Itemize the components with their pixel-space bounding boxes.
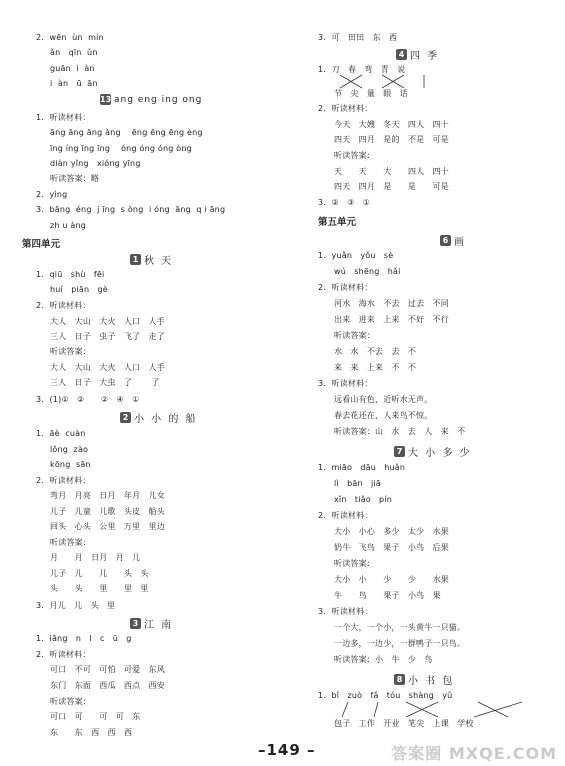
- answer-line: 1. bǐ zuò fǎ tóu shàng yǔ: [318, 691, 453, 700]
- answer-line: 3. 可 田田 东 西: [318, 33, 398, 42]
- answer-line: 3. 听读材料：: [318, 607, 373, 616]
- answer-line: kōng sān: [50, 460, 91, 469]
- answer-line: 四天 四月 是 是 可是: [334, 182, 449, 191]
- answer-line: huí piān gè: [50, 285, 108, 294]
- answer-line: i àn ū ān: [50, 79, 98, 88]
- section-title: 小 小 的 船: [134, 414, 198, 425]
- answer-line: 来 来 上来 不 不: [334, 363, 417, 372]
- answer-line: 可口 可 可 可 东: [50, 712, 141, 721]
- answer-line: wú shēng hǎi: [334, 267, 401, 276]
- answer-line: 3. ② ③ ①: [318, 198, 371, 207]
- section-title: ang eng ing ong: [114, 94, 203, 105]
- unit-five-heading: 第五单元: [318, 217, 357, 228]
- answer-line: 1. yuǎn yǒu sè: [318, 251, 394, 260]
- answer-line: 一边多，一边少，一群鸭子一只鸟。: [334, 639, 466, 648]
- answer-line: 大人 大山 大火 人口 人手: [50, 363, 165, 372]
- answer-line: 三人 日子 虫子 飞了 走了: [50, 332, 165, 341]
- section-number-badge: 8: [394, 674, 405, 685]
- answer-line: 弯月 月亮 日月 年月 儿女: [50, 491, 165, 500]
- answer-line: 2. 听读材料：: [318, 511, 373, 520]
- answer-line: 听读答案：: [334, 331, 375, 340]
- section-title: 画: [454, 237, 466, 248]
- answer-line: 听读答案：: [50, 347, 91, 356]
- answer-line: 3. (1)① ② ② ④ ①: [36, 395, 140, 404]
- answer-line: diàn yǐng xióng yīng: [50, 159, 141, 168]
- answer-line: 2. 听读材料：: [318, 104, 373, 113]
- answer-line: 包子 工作 开业 笔尖 上课 学校: [334, 719, 474, 728]
- answer-line: 今天 大嫂 冬天 四人 四十: [334, 120, 449, 129]
- answer-line: 大小 小心 多少 太少 水果: [334, 527, 449, 536]
- answer-line: 3. bāng éng j īng s òng i óng āng q i āng: [36, 205, 226, 214]
- answer-line: 回头 心头 公里 万里 里边: [50, 522, 165, 531]
- section-header-3: [130, 616, 173, 631]
- section-header-8: [394, 672, 454, 687]
- answer-line: lì bān jiā: [334, 479, 381, 488]
- answer-line: 儿子 儿童 儿歌 头皮 船头: [50, 507, 165, 516]
- answer-line: 听读答案：略: [50, 174, 100, 183]
- unit-four-heading: 第四单元: [22, 239, 61, 250]
- answer-line: lǒng zào: [50, 445, 89, 454]
- answer-line: 听读答案：: [334, 151, 375, 160]
- section-number-badge: 2: [120, 412, 131, 423]
- answer-line: 奶牛 飞鸟 果子 小鸟 后果: [334, 543, 449, 552]
- answer-line: 2. 听读材料：: [318, 283, 373, 292]
- section-header-2: [120, 410, 198, 425]
- answer-line: 东 东 西 西 西: [50, 728, 133, 737]
- section-number-badge: 4: [396, 49, 407, 60]
- answer-line: 听读答案：小 牛 少 鸟: [334, 655, 433, 664]
- answer-line: 3. 听读材料：: [318, 379, 373, 388]
- matching-lines: [338, 701, 548, 719]
- answer-line: 2. 听读材料：: [36, 650, 91, 659]
- answer-line: īng íng īng īng óng óng óng òng: [50, 144, 192, 153]
- answer-line: 天 天 大 四人 四十: [334, 167, 450, 176]
- answer-line: 2. wēn ùn mín: [36, 33, 104, 42]
- page-number: –149 –: [258, 741, 316, 759]
- answer-line: 1. 刀 春 弯 青 说: [318, 65, 406, 74]
- section-number-badge: 7: [394, 446, 405, 457]
- answer-line: 大人 大山 大火 人口 人手: [50, 317, 165, 326]
- answer-line: 东门 东面 西瓜 西点 西安: [50, 681, 165, 690]
- section-title: 四 季: [410, 51, 440, 62]
- answer-line: 听读答案：: [50, 538, 91, 547]
- section-header-13: [100, 94, 202, 105]
- answer-line: 节 尖 量 眼 话: [334, 89, 408, 98]
- answer-line: 听读答案：: [50, 697, 91, 706]
- section-number-badge: 6: [440, 235, 451, 246]
- section-title: 江 南: [144, 620, 174, 631]
- answer-line: 月 月 日月 月 儿: [50, 553, 141, 562]
- answer-line: ǎn qīn ǔn: [50, 48, 98, 57]
- answer-line: 大小 小 少 少 水果: [334, 575, 450, 584]
- answer-line: 出来 进来 上来 不好 不行: [334, 315, 449, 324]
- section-header-6: [440, 233, 466, 248]
- answer-line: 三人 日子 大虫 了 了: [50, 378, 160, 387]
- answer-line: zh u àng: [50, 221, 87, 230]
- answer-line: 头 头 里 里 里: [50, 584, 149, 593]
- section-header-7: [394, 444, 472, 459]
- section-title: 秋 天: [144, 256, 174, 267]
- answer-line: 远看山有色，近听水无声。: [334, 395, 433, 404]
- answer-line: 1. iāng n l c ū g: [36, 634, 132, 643]
- answer-line: 听读答案：: [334, 559, 375, 568]
- answer-line: 儿子 儿 儿 头 头: [50, 569, 149, 578]
- section-title: 小 书 包: [408, 676, 455, 687]
- answer-line: 听读答案：山 水 去 人 来 不: [334, 427, 466, 436]
- answer-line: 2. yìng: [36, 190, 68, 199]
- section-header-1: [130, 252, 173, 267]
- answer-line: 1. miāo dāu huǎn: [318, 463, 406, 472]
- section-number-badge: 3: [130, 618, 141, 629]
- watermark: 答案圈 MXQE.COM: [391, 744, 557, 763]
- answer-line: 一个大，一个小，一头黄牛一只猫。: [334, 623, 466, 632]
- answer-line: guān i àn: [50, 64, 95, 73]
- answer-line: 1. 听读材料：: [36, 113, 91, 122]
- answer-line: 1. qiū shù fēi: [36, 270, 105, 279]
- answer-line: 四天 四月 是的 不是 可是: [334, 135, 449, 144]
- answer-line: 牛 鸟 果子 小鸟 果: [334, 591, 441, 600]
- answer-line: 2. 听读材料：: [36, 476, 91, 485]
- section-number-badge: 1: [130, 254, 141, 265]
- answer-line: 3. 月儿 儿 头 里: [36, 601, 116, 610]
- answer-line: 2. 听读材料：: [36, 301, 91, 310]
- answer-line: 可口 不可 可怕 可爱 东风: [50, 665, 165, 674]
- section-number-badge: 13: [100, 95, 112, 104]
- answer-line: xǐn tiǎo pín: [334, 495, 393, 504]
- section-header-4: [396, 47, 439, 62]
- answer-line: āng āng āng àng ēng ēng ēng èng: [50, 128, 203, 137]
- answer-line: 春去花还在，人来鸟不惊。: [334, 411, 433, 420]
- answer-line: 河水 海水 不去 过去 不同: [334, 299, 449, 308]
- answer-line: 1. āè cuàn: [36, 429, 86, 438]
- section-title: 大 小 多 少: [408, 448, 472, 459]
- answer-line: 水 水 不去 去 不: [334, 347, 417, 356]
